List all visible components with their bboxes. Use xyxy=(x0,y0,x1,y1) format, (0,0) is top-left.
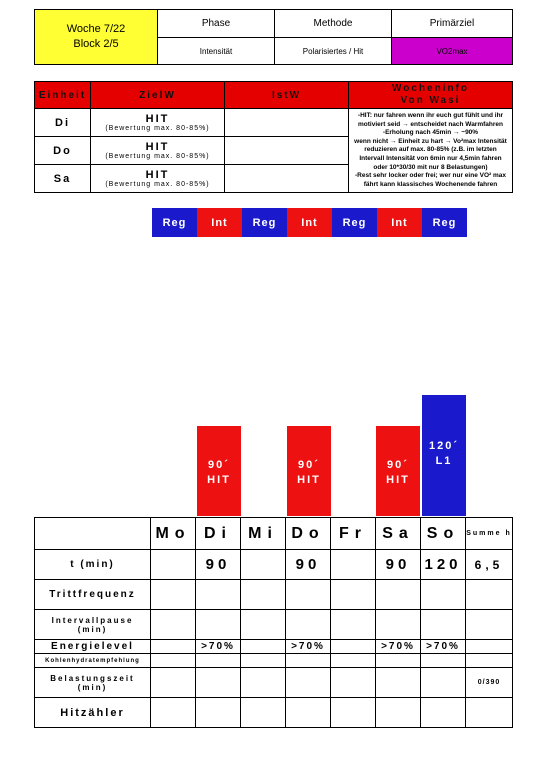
pause-cell[interactable] xyxy=(241,610,286,640)
belast-cell[interactable] xyxy=(376,668,421,698)
tritt-cell[interactable] xyxy=(421,580,466,610)
strip-int-cell: Int xyxy=(287,208,332,237)
bar-type: L1 xyxy=(435,455,453,467)
energielevel-label: Energielevel xyxy=(35,640,151,654)
kohlen-cell[interactable] xyxy=(286,654,331,668)
primaerziel-header: Primärziel xyxy=(392,10,513,38)
unit-zielw xyxy=(91,137,225,165)
unit-istw-field[interactable] xyxy=(225,109,349,137)
bar-duration: 90´ xyxy=(387,459,409,471)
day-header-di: Di xyxy=(196,518,241,550)
intervallpause-label: Intervallpause (min) xyxy=(35,610,151,640)
hitz-sum xyxy=(466,698,513,728)
kohlen-cell[interactable] xyxy=(331,654,376,668)
info-line: -HIT: nur fahren wenn ihr euch gut fühlt und ihr xyxy=(357,112,504,119)
hitz-cell[interactable] xyxy=(376,698,421,728)
pause-cell[interactable] xyxy=(421,610,466,640)
istw-header: IstW xyxy=(225,82,349,109)
week-label: Woche 7/22 xyxy=(66,23,126,35)
info-line: motiviert seid → entscheidet nach Warmfahren xyxy=(358,120,503,128)
block-label: Block 2/5 xyxy=(73,38,119,50)
pause-cell[interactable] xyxy=(196,610,241,640)
belast-cell[interactable] xyxy=(421,668,466,698)
wocheninfo-author: Von Wasi xyxy=(400,95,461,106)
reg-int-strip xyxy=(152,208,467,237)
pause-sum xyxy=(466,610,513,640)
energie-sum xyxy=(466,640,513,654)
week-header-table xyxy=(34,9,513,65)
info-line: oder 10*30/30 mit nur 8 Belastungen) xyxy=(373,163,488,171)
belastungszeit-label: Belastungszeit (min) xyxy=(35,668,151,698)
hitz-cell[interactable] xyxy=(196,698,241,728)
bar-type: HIT xyxy=(297,474,321,486)
tritt-cell[interactable] xyxy=(151,580,196,610)
t-value-sa[interactable]: 90 xyxy=(376,550,421,580)
hitz-cell[interactable] xyxy=(151,698,196,728)
tritt-cell[interactable] xyxy=(286,580,331,610)
kohlen-cell[interactable] xyxy=(421,654,466,668)
unit-istw-field[interactable] xyxy=(225,137,349,165)
zielw-header: ZielW xyxy=(91,82,225,109)
zielw-note: (Bewertung max. 80-85%) xyxy=(105,125,210,132)
day-header-sa: Sa xyxy=(376,518,421,550)
belast-sum: 0/390 xyxy=(466,668,513,698)
week-block-cell xyxy=(35,10,158,65)
info-line: reduzieren auf max. 80-85% (z.B. im letzten xyxy=(364,146,497,154)
tritt-cell[interactable] xyxy=(376,580,421,610)
energie-mo[interactable] xyxy=(151,640,196,654)
bar-di xyxy=(197,426,241,516)
summe-header: Summe h xyxy=(466,518,513,550)
zielw-value: HIT xyxy=(145,169,170,181)
day-header-so: So xyxy=(421,518,466,550)
bar-duration: 90´ xyxy=(208,459,230,471)
bar-type: HIT xyxy=(386,474,410,486)
kohlen-cell[interactable] xyxy=(196,654,241,668)
hitz-cell[interactable] xyxy=(241,698,286,728)
tritt-cell[interactable] xyxy=(241,580,286,610)
wocheninfo-text xyxy=(349,109,513,193)
kohlen-cell[interactable] xyxy=(241,654,286,668)
strip-int-cell: Int xyxy=(197,208,242,237)
energie-fr[interactable] xyxy=(331,640,376,654)
zielw-note: (Bewertung max. 80-85%) xyxy=(105,181,210,188)
einheit-header: Einheit xyxy=(35,82,91,109)
info-line: Intervall Intensität von 6min nur 4,5min fahren xyxy=(359,154,502,162)
info-line: wenn nicht → Einheit zu hart → Vo²max Intensität xyxy=(354,137,507,145)
hitz-cell[interactable] xyxy=(331,698,376,728)
t-value-mi[interactable] xyxy=(241,550,286,580)
unit-day: Do xyxy=(35,137,91,165)
info-line: -Rest sehr locker oder frei; wer nur eine VO² max xyxy=(355,172,506,180)
belast-cell[interactable] xyxy=(196,668,241,698)
pause-cell[interactable] xyxy=(331,610,376,640)
strip-reg-cell: Reg xyxy=(422,208,467,237)
unit-day: Di xyxy=(35,109,91,137)
unit-zielw xyxy=(91,109,225,137)
belast-cell[interactable] xyxy=(331,668,376,698)
bar-type: HIT xyxy=(207,474,231,486)
strip-reg-cell: Reg xyxy=(242,208,287,237)
kohlen-cell[interactable] xyxy=(376,654,421,668)
energie-sa[interactable]: >70% xyxy=(376,640,421,654)
unit-istw-field[interactable] xyxy=(225,165,349,193)
t-min-label: t (min) xyxy=(35,550,151,580)
t-value-di[interactable]: 90 xyxy=(196,550,241,580)
kohlen-cell[interactable] xyxy=(151,654,196,668)
strip-reg-cell: Reg xyxy=(152,208,197,237)
pause-cell[interactable] xyxy=(286,610,331,640)
methode-value: Polarisiertes / Hit xyxy=(275,38,392,65)
t-value-mo[interactable] xyxy=(151,550,196,580)
tritt-cell[interactable] xyxy=(331,580,376,610)
hitz-cell[interactable] xyxy=(421,698,466,728)
bar-so xyxy=(422,395,466,516)
bar-do xyxy=(287,426,331,516)
hitz-cell[interactable] xyxy=(286,698,331,728)
belast-cell[interactable] xyxy=(241,668,286,698)
bar-duration: 90´ xyxy=(298,459,320,471)
wocheninfo-header xyxy=(349,82,513,109)
unit-day: Sa xyxy=(35,165,91,193)
pause-cell[interactable] xyxy=(151,610,196,640)
phase-value: Intensität xyxy=(158,38,275,65)
energie-di[interactable]: >70% xyxy=(196,640,241,654)
info-line: fährt kann klassisches Wochenende fahren xyxy=(363,180,498,188)
day-header-mo: Mo xyxy=(151,518,196,550)
t-value-do[interactable]: 90 xyxy=(286,550,331,580)
belast-cell[interactable] xyxy=(151,668,196,698)
strip-int-cell: Int xyxy=(377,208,422,237)
day-header-do: Do xyxy=(286,518,331,550)
t-value-fr[interactable] xyxy=(331,550,376,580)
bar-sa xyxy=(376,426,420,516)
kohlen-sum xyxy=(466,654,513,668)
kohlenhydrat-label: Kohlenhydratempfehlung xyxy=(35,654,151,668)
hitzaehler-label: Hitzähler xyxy=(35,698,151,728)
bar-duration: 120´ xyxy=(428,440,460,452)
zielw-value: HIT xyxy=(145,141,170,153)
tritt-sum xyxy=(466,580,513,610)
wocheninfo-title: Wocheninfo xyxy=(391,83,470,94)
methode-header: Methode xyxy=(275,10,392,38)
day-header-mi: Mi xyxy=(241,518,286,550)
phase-header: Phase xyxy=(158,10,275,38)
week-table xyxy=(34,517,513,728)
unit-zielw xyxy=(91,165,225,193)
strip-reg-cell: Reg xyxy=(332,208,377,237)
units-table xyxy=(34,81,513,193)
empty-corner xyxy=(35,518,151,550)
energie-so[interactable]: >70% xyxy=(421,640,466,654)
energie-do[interactable]: >70% xyxy=(286,640,331,654)
primaerziel-value: VO2max xyxy=(392,38,513,65)
belast-cell[interactable] xyxy=(286,668,331,698)
trittfrequenz-label: Trittfrequenz xyxy=(35,580,151,610)
energie-mi[interactable] xyxy=(241,640,286,654)
pause-cell[interactable] xyxy=(376,610,421,640)
t-value-so[interactable]: 120 xyxy=(421,550,466,580)
day-header-fr: Fr xyxy=(331,518,376,550)
t-sum: 6,5 xyxy=(466,550,513,580)
zielw-note: (Bewertung max. 80-85%) xyxy=(105,153,210,160)
tritt-cell[interactable] xyxy=(196,580,241,610)
zielw-value: HIT xyxy=(145,113,170,125)
info-line: -Erholung nach 45min → ~90% xyxy=(382,129,479,137)
